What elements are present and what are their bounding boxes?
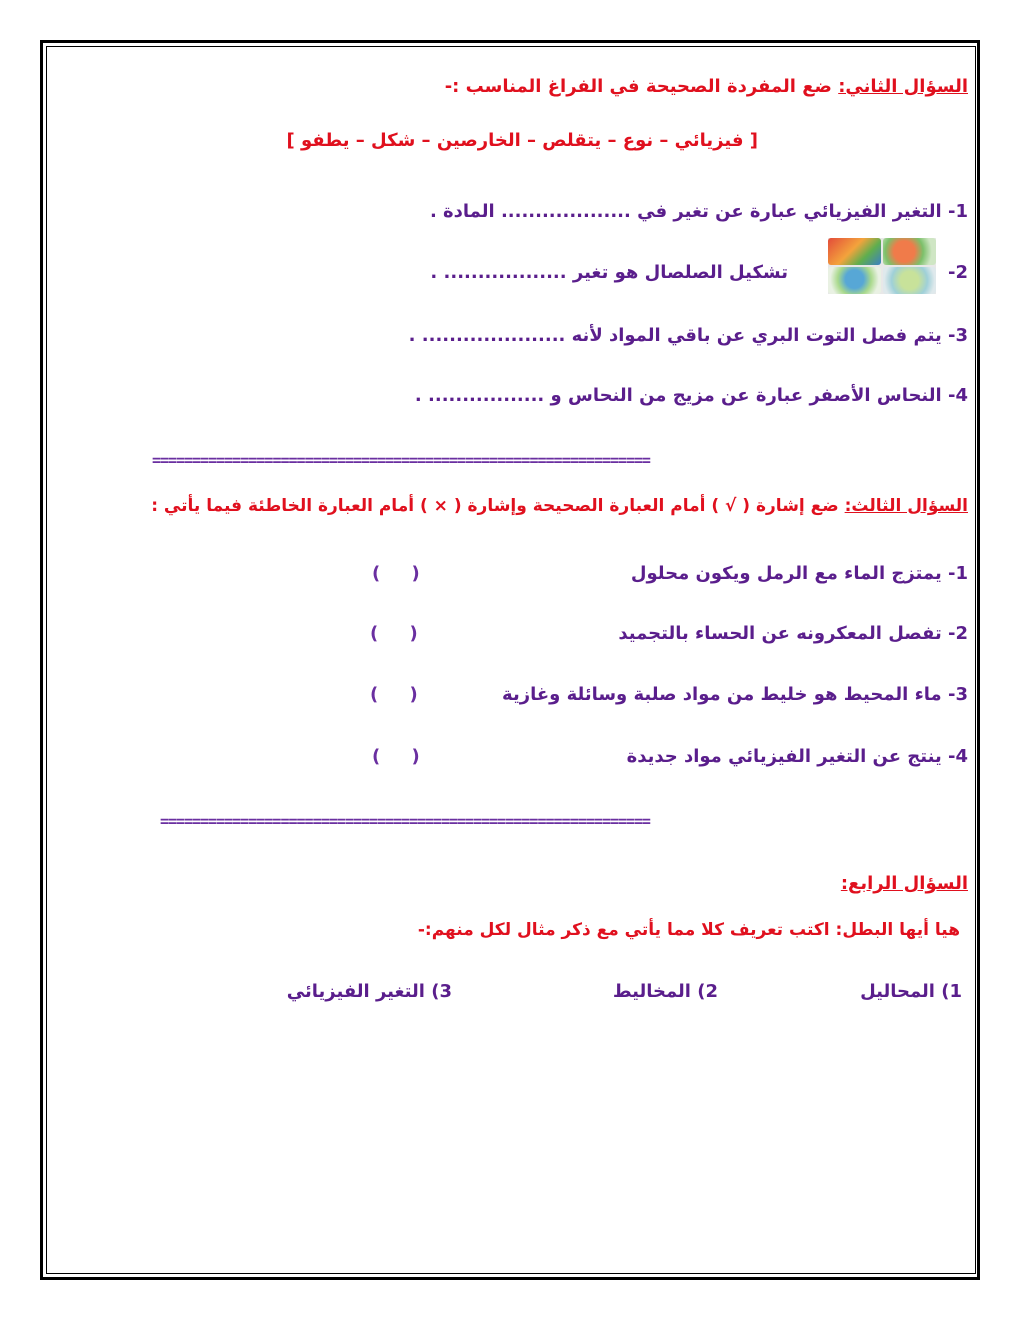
q3-item-2-text: تفصل المعكرونه عن الحساء بالتجميد bbox=[618, 623, 948, 644]
q2-word-bank: [ فيزيائي – نوع – يتقلص – الخارصين – شكل – يطفو ] bbox=[286, 130, 758, 151]
q4-instruction: هيا أيها البطل: اكتب تعريف كلا مما يأتي مع ذكر مثال لكل منهم:- bbox=[417, 920, 960, 940]
q2-item-4-text: النحاس الأصفر عبارة عن مزيج من النحاس و ................. . bbox=[414, 385, 948, 406]
q2-item-1-text: التغير الفيزيائي عبارة عن تغير في ................... المادة . bbox=[429, 201, 948, 222]
q3-item-2-answer-box[interactable]: ( ) bbox=[370, 623, 418, 644]
q3-instruction: ضع إشارة ( √ ) أمام العبارة الصحيحة وإشارة ( × ) أمام العبارة الخاطئة فيما يأتي : bbox=[151, 496, 845, 516]
q4-term-2: 2) المخاليط bbox=[612, 981, 718, 1002]
q2-item-2-number bbox=[948, 262, 968, 283]
q3-item-1 bbox=[631, 563, 968, 584]
q4-term-3: 3) التغير الفيزيائي bbox=[286, 981, 452, 1002]
q2-item-3 bbox=[409, 325, 968, 346]
q3-item-4 bbox=[627, 746, 968, 767]
q2-item-3-text: يتم فصل التوت البري عن باقي المواد لأنه ..................... . bbox=[408, 325, 948, 346]
q3-item-3-number: 3- bbox=[947, 684, 968, 705]
q2-item-1-number: 1- bbox=[947, 201, 968, 222]
q2-item-4 bbox=[415, 385, 968, 406]
q3-item-1-text: يمتزج الماء مع الرمل ويكون محلول bbox=[630, 563, 948, 584]
page-border-inner bbox=[46, 46, 976, 1274]
q2-item-4-number: 4- bbox=[947, 385, 968, 406]
q3-item-1-number: 1- bbox=[947, 563, 968, 584]
q3-title: السؤال الثالث: bbox=[844, 496, 968, 516]
q3-item-3-answer-box[interactable]: ( ) bbox=[370, 684, 418, 705]
q3-item-3 bbox=[502, 684, 968, 705]
q3-item-2-number: 2- bbox=[947, 623, 968, 644]
q3-item-4-answer-box[interactable]: ( ) bbox=[372, 746, 420, 767]
q3-item-4-text: ينتج عن التغير الفيزيائي مواد جديدة bbox=[626, 746, 948, 767]
q4-title: السؤال الرابع: bbox=[840, 873, 968, 894]
separator-2: ============================================================= bbox=[160, 812, 650, 830]
q3-item-4-number: 4- bbox=[947, 746, 968, 767]
q3-item-2 bbox=[618, 623, 968, 644]
q2-item-2-text: تشكيل الصلصال هو تغير .................. . bbox=[430, 262, 788, 283]
modeling-clay-image bbox=[828, 238, 936, 294]
q3-item-1-answer-box[interactable]: ( ) bbox=[372, 563, 420, 584]
q3-heading bbox=[151, 496, 968, 516]
q2-instruction: ضع المفردة الصحيحة في الفراغ المناسب :- bbox=[444, 76, 839, 97]
q2-item-2-num: 2- bbox=[947, 262, 968, 283]
q2-item-1 bbox=[430, 201, 968, 222]
q2-item-3-number: 3- bbox=[947, 325, 968, 346]
q2-title: السؤال الثاني: bbox=[838, 76, 968, 97]
separator-1: ============================================================== bbox=[152, 451, 650, 469]
q3-item-3-text: ماء المحيط هو خليط من مواد صلبة وسائلة وغازية bbox=[502, 684, 948, 705]
q2-heading bbox=[445, 76, 968, 97]
q4-term-1: 1) المحاليل bbox=[860, 981, 962, 1002]
